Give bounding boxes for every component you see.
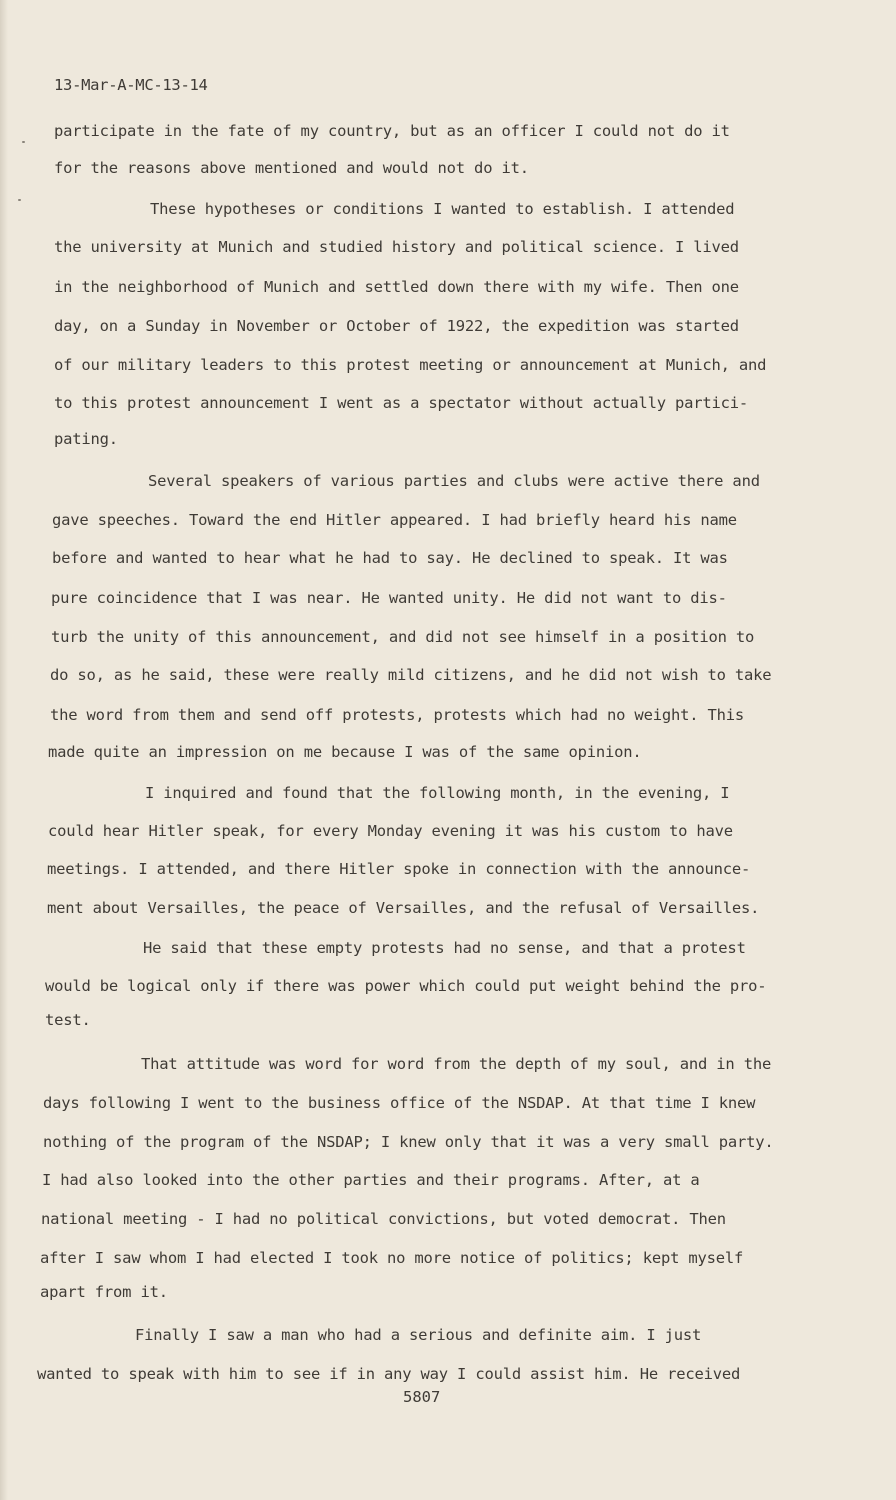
stray-ink-mark: [18, 199, 21, 201]
page-edge-shadow: [0, 0, 8, 1500]
text-line: made quite an impression on me because I was of the same opinion.: [48, 743, 642, 761]
text-line: could hear Hitler speak, for every Monday evening it was his custom to have: [48, 822, 733, 840]
text-line: in the neighborhood of Munich and settled down there with my wife. Then one: [54, 278, 739, 296]
text-line: national meeting - I had no political convictions, but voted democrat. Then: [41, 1210, 726, 1228]
text-line: These hypotheses or conditions I wanted to establish. I attended: [150, 200, 735, 218]
text-line: I had also looked into the other parties and their programs. After, at a: [42, 1171, 700, 1189]
page-number: 5807: [403, 1388, 441, 1406]
text-line: ment about Versailles, the peace of Versailles, and the refusal of Versailles.: [47, 899, 760, 917]
text-line: I inquired and found that the following month, in the evening, I: [145, 784, 730, 802]
document-reference: 13-Mar-A-MC-13-14: [54, 76, 208, 94]
text-line: gave speeches. Toward the end Hitler appeared. I had briefly heard his name: [52, 511, 737, 529]
text-line: turb the unity of this announcement, and did not see himself in a position to: [51, 628, 755, 646]
text-line: of our military leaders to this protest meeting or announcement at Munich, and: [54, 356, 767, 374]
text-line: pure coincidence that I was near. He wanted unity. He did not want to dis-: [51, 589, 727, 607]
text-line: apart from it.: [40, 1283, 168, 1301]
text-line: after I saw whom I had elected I took no more notice of politics; kept myself: [40, 1249, 744, 1267]
text-line: do so, as he said, these were really mild citizens, and he did not wish to take: [50, 666, 772, 684]
text-line: That attitude was word for word from the depth of my soul, and in the: [141, 1055, 772, 1073]
text-line: days following I went to the business office of the NSDAP. At that time I knew: [43, 1094, 756, 1112]
text-line: for the reasons above mentioned and would not do it.: [54, 159, 529, 177]
text-line: nothing of the program of the NSDAP; I knew only that it was a very small party.: [43, 1133, 774, 1151]
text-line: Several speakers of various parties and clubs were active there and: [148, 472, 760, 490]
text-line: He said that these empty protests had no sense, and that a protest: [143, 939, 746, 957]
text-line: test.: [45, 1011, 91, 1029]
text-line: to this protest announcement I went as a spectator without actually partici-: [54, 394, 749, 412]
text-line: pating.: [54, 430, 118, 448]
stray-ink-mark: [22, 141, 25, 143]
text-line: Finally I saw a man who had a serious and definite aim. I just: [135, 1326, 702, 1344]
text-line: would be logical only if there was power which could put weight behind the pro-: [45, 977, 767, 995]
text-line: meetings. I attended, and there Hitler spoke in connection with the announce-: [47, 860, 751, 878]
text-line: wanted to speak with him to see if in any way I could assist him. He received: [37, 1365, 741, 1383]
text-line: day, on a Sunday in November or October of 1922, the expedition was started: [54, 317, 739, 335]
text-line: the word from them and send off protests, protests which had no weight. This: [50, 706, 745, 724]
text-line: participate in the fate of my country, but as an officer I could not do it: [54, 122, 730, 140]
text-line: the university at Munich and studied history and political science. I lived: [54, 238, 739, 256]
text-line: before and wanted to hear what he had to say. He declined to speak. It was: [52, 549, 728, 567]
